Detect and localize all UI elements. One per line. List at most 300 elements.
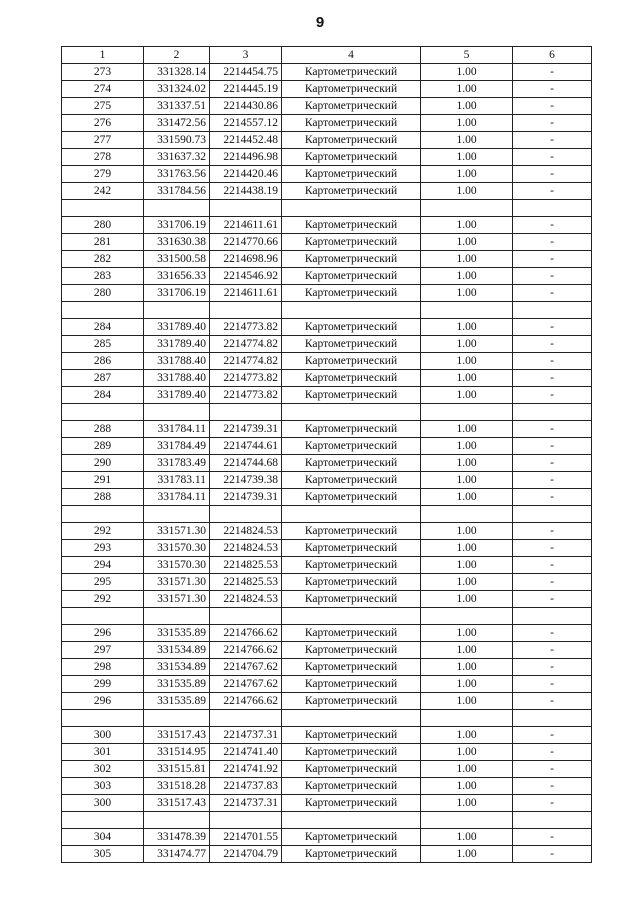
y-coordinate-cell: 2214766.62 — [210, 625, 282, 642]
table-row — [62, 574, 592, 591]
y-coordinate-cell: 2214420.46 — [210, 166, 282, 183]
y-coordinate-cell: 2214739.38 — [210, 472, 282, 489]
note-cell: - — [513, 132, 592, 149]
empty-cell — [282, 608, 421, 625]
accuracy-cell: 1.00 — [421, 438, 513, 455]
header-cell-4: 4 — [282, 47, 421, 64]
group-separator-row — [62, 302, 592, 319]
table-row — [62, 98, 592, 115]
x-coordinate-cell: 331788.40 — [144, 370, 210, 387]
page-number: 9 — [315, 14, 325, 31]
point-number-cell: 274 — [62, 81, 144, 98]
point-number-cell: 275 — [62, 98, 144, 115]
x-coordinate-cell: 331517.43 — [144, 727, 210, 744]
point-number-cell: 242 — [62, 183, 144, 200]
accuracy-cell: 1.00 — [421, 64, 513, 81]
group-separator-row — [62, 200, 592, 217]
point-number-cell: 292 — [62, 591, 144, 608]
accuracy-cell: 1.00 — [421, 829, 513, 846]
note-cell: - — [513, 591, 592, 608]
table-row — [62, 795, 592, 812]
accuracy-cell: 1.00 — [421, 591, 513, 608]
accuracy-cell: 1.00 — [421, 574, 513, 591]
coordinates-table-body — [62, 47, 592, 863]
accuracy-cell: 1.00 — [421, 370, 513, 387]
y-coordinate-cell: 2214824.53 — [210, 540, 282, 557]
point-number-cell: 302 — [62, 761, 144, 778]
empty-cell — [421, 200, 513, 217]
empty-cell — [282, 404, 421, 421]
y-coordinate-cell: 2214773.82 — [210, 319, 282, 336]
method-cell: Картометрический — [282, 761, 421, 778]
empty-cell — [210, 812, 282, 829]
empty-cell — [513, 200, 592, 217]
method-cell: Картометрический — [282, 251, 421, 268]
table-row — [62, 761, 592, 778]
x-coordinate-cell: 331784.11 — [144, 421, 210, 438]
y-coordinate-cell: 2214445.19 — [210, 81, 282, 98]
x-coordinate-cell: 331570.30 — [144, 557, 210, 574]
table-row — [62, 778, 592, 795]
accuracy-cell: 1.00 — [421, 625, 513, 642]
x-coordinate-cell: 331515.81 — [144, 761, 210, 778]
empty-cell — [513, 302, 592, 319]
point-number-cell: 297 — [62, 642, 144, 659]
table-row — [62, 829, 592, 846]
accuracy-cell: 1.00 — [421, 472, 513, 489]
empty-cell — [421, 302, 513, 319]
point-number-cell: 300 — [62, 795, 144, 812]
table-row — [62, 625, 592, 642]
point-number-cell: 301 — [62, 744, 144, 761]
note-cell: - — [513, 81, 592, 98]
note-cell: - — [513, 421, 592, 438]
table-row — [62, 540, 592, 557]
method-cell: Картометрический — [282, 557, 421, 574]
table-row — [62, 727, 592, 744]
x-coordinate-cell: 331534.89 — [144, 642, 210, 659]
empty-cell — [144, 812, 210, 829]
header-cell-1: 1 — [62, 47, 144, 64]
point-number-cell: 299 — [62, 676, 144, 693]
x-coordinate-cell: 331328.14 — [144, 64, 210, 81]
point-number-cell: 283 — [62, 268, 144, 285]
x-coordinate-cell: 331784.56 — [144, 183, 210, 200]
accuracy-cell: 1.00 — [421, 744, 513, 761]
x-coordinate-cell: 331518.28 — [144, 778, 210, 795]
point-number-cell: 293 — [62, 540, 144, 557]
point-number-cell: 286 — [62, 353, 144, 370]
method-cell: Картометрический — [282, 268, 421, 285]
x-coordinate-cell: 331763.56 — [144, 166, 210, 183]
table-row — [62, 115, 592, 132]
table-row — [62, 370, 592, 387]
point-number-cell: 288 — [62, 489, 144, 506]
note-cell: - — [513, 727, 592, 744]
x-coordinate-cell: 331478.39 — [144, 829, 210, 846]
point-number-cell: 292 — [62, 523, 144, 540]
accuracy-cell: 1.00 — [421, 319, 513, 336]
method-cell: Картометрический — [282, 421, 421, 438]
table-row — [62, 846, 592, 863]
y-coordinate-cell: 2214767.62 — [210, 676, 282, 693]
method-cell: Картометрический — [282, 591, 421, 608]
coordinates-table — [61, 46, 592, 863]
note-cell: - — [513, 659, 592, 676]
point-number-cell: 289 — [62, 438, 144, 455]
accuracy-cell: 1.00 — [421, 659, 513, 676]
method-cell: Картометрический — [282, 642, 421, 659]
y-coordinate-cell: 2214454.75 — [210, 64, 282, 81]
y-coordinate-cell: 2214766.62 — [210, 642, 282, 659]
header-cell-2: 2 — [144, 47, 210, 64]
x-coordinate-cell: 331534.89 — [144, 659, 210, 676]
table-row — [62, 336, 592, 353]
table-row — [62, 489, 592, 506]
method-cell: Картометрический — [282, 387, 421, 404]
empty-cell — [421, 506, 513, 523]
accuracy-cell: 1.00 — [421, 132, 513, 149]
method-cell: Картометрический — [282, 540, 421, 557]
point-number-cell: 285 — [62, 336, 144, 353]
accuracy-cell: 1.00 — [421, 166, 513, 183]
table-row — [62, 268, 592, 285]
accuracy-cell: 1.00 — [421, 523, 513, 540]
table-row — [62, 523, 592, 540]
accuracy-cell: 1.00 — [421, 557, 513, 574]
note-cell: - — [513, 217, 592, 234]
y-coordinate-cell: 2214773.82 — [210, 387, 282, 404]
accuracy-cell: 1.00 — [421, 540, 513, 557]
method-cell: Картометрический — [282, 574, 421, 591]
note-cell: - — [513, 761, 592, 778]
table-row — [62, 149, 592, 166]
note-cell: - — [513, 472, 592, 489]
table-row — [62, 472, 592, 489]
method-cell: Картометрический — [282, 778, 421, 795]
empty-cell — [210, 200, 282, 217]
note-cell: - — [513, 540, 592, 557]
x-coordinate-cell: 331474.77 — [144, 846, 210, 863]
y-coordinate-cell: 2214737.83 — [210, 778, 282, 795]
accuracy-cell: 1.00 — [421, 727, 513, 744]
note-cell: - — [513, 319, 592, 336]
accuracy-cell: 1.00 — [421, 251, 513, 268]
empty-cell — [282, 200, 421, 217]
note-cell: - — [513, 353, 592, 370]
method-cell: Картометрический — [282, 370, 421, 387]
table-row — [62, 217, 592, 234]
accuracy-cell: 1.00 — [421, 676, 513, 693]
empty-cell — [144, 302, 210, 319]
note-cell: - — [513, 557, 592, 574]
table-row — [62, 659, 592, 676]
point-number-cell: 298 — [62, 659, 144, 676]
table-header-row — [62, 47, 592, 64]
x-coordinate-cell: 331784.11 — [144, 489, 210, 506]
empty-cell — [282, 506, 421, 523]
table-row — [62, 353, 592, 370]
note-cell: - — [513, 166, 592, 183]
accuracy-cell: 1.00 — [421, 285, 513, 302]
y-coordinate-cell: 2214496.98 — [210, 149, 282, 166]
point-number-cell: 273 — [62, 64, 144, 81]
accuracy-cell: 1.00 — [421, 149, 513, 166]
x-coordinate-cell: 331535.89 — [144, 676, 210, 693]
empty-cell — [210, 404, 282, 421]
accuracy-cell: 1.00 — [421, 183, 513, 200]
group-separator-row — [62, 710, 592, 727]
note-cell: - — [513, 268, 592, 285]
empty-cell — [62, 608, 144, 625]
point-number-cell: 280 — [62, 285, 144, 302]
note-cell: - — [513, 744, 592, 761]
note-cell: - — [513, 795, 592, 812]
x-coordinate-cell: 331535.89 — [144, 625, 210, 642]
note-cell: - — [513, 523, 592, 540]
empty-cell — [513, 710, 592, 727]
y-coordinate-cell: 2214452.48 — [210, 132, 282, 149]
point-number-cell: 304 — [62, 829, 144, 846]
x-coordinate-cell: 331789.40 — [144, 336, 210, 353]
empty-cell — [421, 812, 513, 829]
method-cell: Картометрический — [282, 744, 421, 761]
note-cell: - — [513, 625, 592, 642]
accuracy-cell: 1.00 — [421, 98, 513, 115]
table-row — [62, 693, 592, 710]
method-cell: Картометрический — [282, 81, 421, 98]
method-cell: Картометрический — [282, 234, 421, 251]
y-coordinate-cell: 2214546.92 — [210, 268, 282, 285]
x-coordinate-cell: 331706.19 — [144, 285, 210, 302]
accuracy-cell: 1.00 — [421, 795, 513, 812]
x-coordinate-cell: 331788.40 — [144, 353, 210, 370]
y-coordinate-cell: 2214741.92 — [210, 761, 282, 778]
x-coordinate-cell: 331535.89 — [144, 693, 210, 710]
empty-cell — [62, 506, 144, 523]
accuracy-cell: 1.00 — [421, 115, 513, 132]
method-cell: Картометрический — [282, 523, 421, 540]
header-cell-6: 6 — [513, 47, 592, 64]
x-coordinate-cell: 331783.11 — [144, 472, 210, 489]
table-row — [62, 744, 592, 761]
empty-cell — [62, 200, 144, 217]
note-cell: - — [513, 251, 592, 268]
empty-cell — [282, 812, 421, 829]
x-coordinate-cell: 331789.40 — [144, 319, 210, 336]
note-cell: - — [513, 574, 592, 591]
group-separator-row — [62, 506, 592, 523]
x-coordinate-cell: 331517.43 — [144, 795, 210, 812]
table-row — [62, 166, 592, 183]
y-coordinate-cell: 2214739.31 — [210, 421, 282, 438]
accuracy-cell: 1.00 — [421, 489, 513, 506]
method-cell: Картометрический — [282, 693, 421, 710]
empty-cell — [62, 302, 144, 319]
x-coordinate-cell: 331571.30 — [144, 591, 210, 608]
x-coordinate-cell: 331630.38 — [144, 234, 210, 251]
note-cell: - — [513, 676, 592, 693]
table-row — [62, 285, 592, 302]
table-row — [62, 234, 592, 251]
accuracy-cell: 1.00 — [421, 336, 513, 353]
table-row — [62, 387, 592, 404]
point-number-cell: 277 — [62, 132, 144, 149]
point-number-cell: 290 — [62, 455, 144, 472]
table-row — [62, 251, 592, 268]
point-number-cell: 300 — [62, 727, 144, 744]
y-coordinate-cell: 2214704.79 — [210, 846, 282, 863]
note-cell: - — [513, 370, 592, 387]
y-coordinate-cell: 2214824.53 — [210, 523, 282, 540]
point-number-cell: 278 — [62, 149, 144, 166]
empty-cell — [421, 404, 513, 421]
y-coordinate-cell: 2214825.53 — [210, 574, 282, 591]
accuracy-cell: 1.00 — [421, 693, 513, 710]
point-number-cell: 280 — [62, 217, 144, 234]
note-cell: - — [513, 455, 592, 472]
note-cell: - — [513, 234, 592, 251]
point-number-cell: 282 — [62, 251, 144, 268]
note-cell: - — [513, 489, 592, 506]
point-number-cell: 281 — [62, 234, 144, 251]
empty-cell — [144, 404, 210, 421]
point-number-cell: 296 — [62, 693, 144, 710]
accuracy-cell: 1.00 — [421, 353, 513, 370]
empty-cell — [210, 608, 282, 625]
x-coordinate-cell: 331337.51 — [144, 98, 210, 115]
empty-cell — [62, 812, 144, 829]
y-coordinate-cell: 2214698.96 — [210, 251, 282, 268]
empty-cell — [210, 302, 282, 319]
y-coordinate-cell: 2214611.61 — [210, 217, 282, 234]
method-cell: Картометрический — [282, 455, 421, 472]
method-cell: Картометрический — [282, 625, 421, 642]
x-coordinate-cell: 331590.73 — [144, 132, 210, 149]
table-row — [62, 64, 592, 81]
empty-cell — [282, 302, 421, 319]
point-number-cell: 287 — [62, 370, 144, 387]
point-number-cell: 296 — [62, 625, 144, 642]
note-cell: - — [513, 693, 592, 710]
y-coordinate-cell: 2214825.53 — [210, 557, 282, 574]
x-coordinate-cell: 331500.58 — [144, 251, 210, 268]
empty-cell — [421, 608, 513, 625]
y-coordinate-cell: 2214774.82 — [210, 353, 282, 370]
accuracy-cell: 1.00 — [421, 81, 513, 98]
y-coordinate-cell: 2214767.62 — [210, 659, 282, 676]
method-cell: Картометрический — [282, 829, 421, 846]
y-coordinate-cell: 2214773.82 — [210, 370, 282, 387]
y-coordinate-cell: 2214430.86 — [210, 98, 282, 115]
note-cell: - — [513, 829, 592, 846]
table-row — [62, 557, 592, 574]
y-coordinate-cell: 2214737.31 — [210, 727, 282, 744]
empty-cell — [513, 608, 592, 625]
x-coordinate-cell: 331514.95 — [144, 744, 210, 761]
x-coordinate-cell: 331783.49 — [144, 455, 210, 472]
method-cell: Картометрический — [282, 659, 421, 676]
empty-cell — [144, 710, 210, 727]
accuracy-cell: 1.00 — [421, 217, 513, 234]
point-number-cell: 291 — [62, 472, 144, 489]
table-row — [62, 591, 592, 608]
note-cell: - — [513, 98, 592, 115]
x-coordinate-cell: 331784.49 — [144, 438, 210, 455]
table-row — [62, 642, 592, 659]
x-coordinate-cell: 331472.56 — [144, 115, 210, 132]
x-coordinate-cell: 331571.30 — [144, 574, 210, 591]
method-cell: Картометрический — [282, 217, 421, 234]
table-row — [62, 81, 592, 98]
point-number-cell: 284 — [62, 387, 144, 404]
point-number-cell: 303 — [62, 778, 144, 795]
empty-cell — [421, 710, 513, 727]
method-cell: Картометрический — [282, 64, 421, 81]
note-cell: - — [513, 387, 592, 404]
accuracy-cell: 1.00 — [421, 268, 513, 285]
note-cell: - — [513, 438, 592, 455]
method-cell: Картометрический — [282, 489, 421, 506]
accuracy-cell: 1.00 — [421, 778, 513, 795]
note-cell: - — [513, 778, 592, 795]
x-coordinate-cell: 331570.30 — [144, 540, 210, 557]
note-cell: - — [513, 846, 592, 863]
empty-cell — [144, 200, 210, 217]
note-cell: - — [513, 115, 592, 132]
empty-cell — [144, 608, 210, 625]
table-row — [62, 132, 592, 149]
group-separator-row — [62, 404, 592, 421]
point-number-cell: 276 — [62, 115, 144, 132]
y-coordinate-cell: 2214739.31 — [210, 489, 282, 506]
method-cell: Картометрический — [282, 438, 421, 455]
method-cell: Картометрический — [282, 472, 421, 489]
empty-cell — [144, 506, 210, 523]
table-row — [62, 183, 592, 200]
y-coordinate-cell: 2214701.55 — [210, 829, 282, 846]
point-number-cell: 295 — [62, 574, 144, 591]
group-separator-row — [62, 812, 592, 829]
y-coordinate-cell: 2214438.19 — [210, 183, 282, 200]
method-cell: Картометрический — [282, 353, 421, 370]
y-coordinate-cell: 2214744.68 — [210, 455, 282, 472]
empty-cell — [62, 404, 144, 421]
method-cell: Картометрический — [282, 285, 421, 302]
accuracy-cell: 1.00 — [421, 761, 513, 778]
method-cell: Картометрический — [282, 132, 421, 149]
point-number-cell: 288 — [62, 421, 144, 438]
y-coordinate-cell: 2214744.61 — [210, 438, 282, 455]
method-cell: Картометрический — [282, 166, 421, 183]
note-cell: - — [513, 642, 592, 659]
point-number-cell: 279 — [62, 166, 144, 183]
y-coordinate-cell: 2214770.66 — [210, 234, 282, 251]
accuracy-cell: 1.00 — [421, 234, 513, 251]
method-cell: Картометрический — [282, 183, 421, 200]
table-row — [62, 319, 592, 336]
header-cell-5: 5 — [421, 47, 513, 64]
empty-cell — [513, 404, 592, 421]
method-cell: Картометрический — [282, 727, 421, 744]
y-coordinate-cell: 2214741.40 — [210, 744, 282, 761]
accuracy-cell: 1.00 — [421, 455, 513, 472]
empty-cell — [513, 506, 592, 523]
x-coordinate-cell: 331706.19 — [144, 217, 210, 234]
point-number-cell: 305 — [62, 846, 144, 863]
y-coordinate-cell: 2214774.82 — [210, 336, 282, 353]
note-cell: - — [513, 336, 592, 353]
